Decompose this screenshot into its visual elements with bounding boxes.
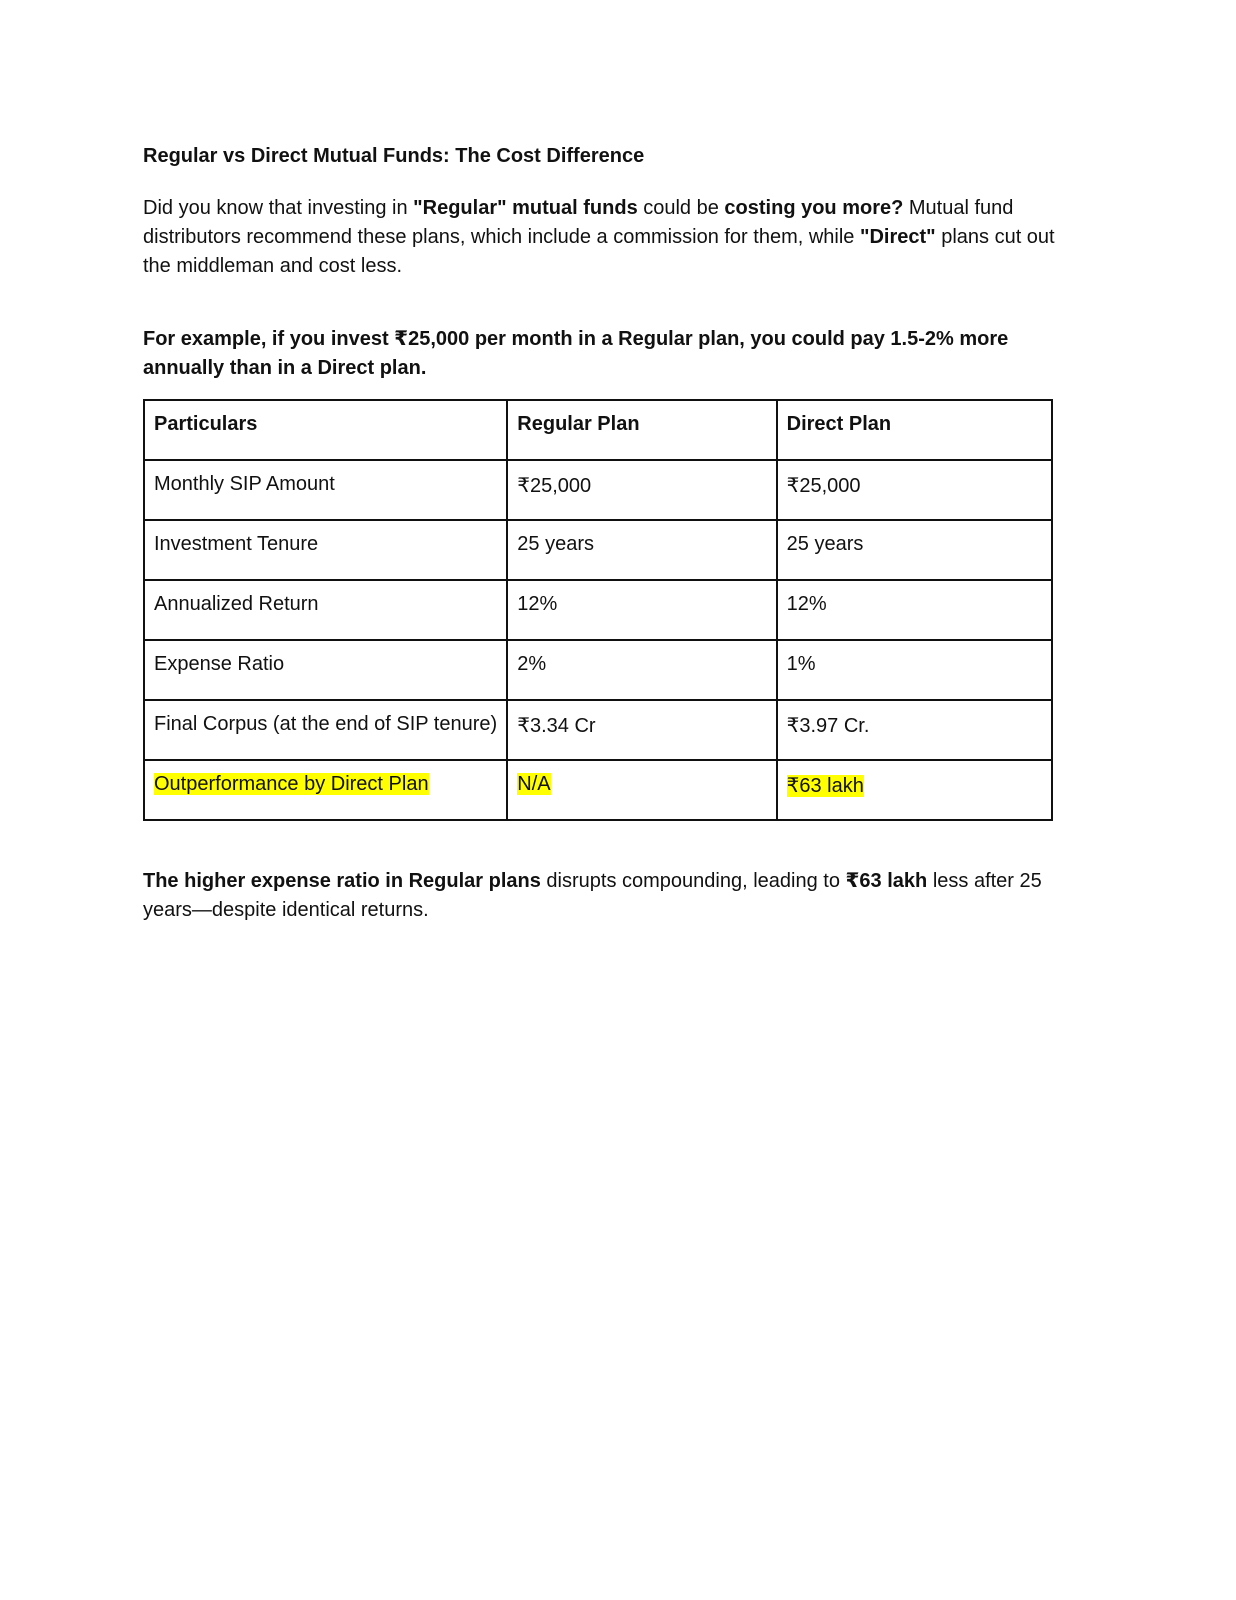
conclusion-text-2: less after 25 years—despite identical returns.	[143, 870, 1042, 921]
highlighted-text: N/A	[517, 773, 551, 795]
table-row	[144, 460, 1052, 520]
direct-value: ₹25,000	[777, 460, 1052, 520]
row-label	[144, 760, 507, 820]
row-label: Monthly SIP Amount	[144, 460, 507, 520]
intro-text-2: could be	[637, 197, 725, 219]
row-label: Final Corpus (at the end of SIP tenure)	[144, 700, 507, 760]
regular-value: 12%	[507, 580, 776, 640]
highlighted-text: ₹63 lakh	[786, 775, 864, 797]
table-header-row	[144, 400, 1052, 460]
conclusion-bold-2: ₹63 lakh	[845, 870, 928, 892]
row-label: Investment Tenure	[144, 520, 507, 580]
intro-paragraph	[143, 194, 1073, 281]
highlighted-text: Outperformance by Direct Plan	[154, 773, 429, 795]
table-row	[144, 700, 1052, 760]
intro-bold-regular: "Regular" mutual funds	[413, 197, 638, 219]
intro-bold-direct: "Direct"	[859, 226, 936, 248]
regular-value: ₹3.34 Cr	[507, 700, 776, 760]
intro-text-3: Mutual fund distributors recommend these plans, which include a commission for them, while	[143, 197, 1014, 248]
row-label: Annualized Return	[144, 580, 507, 640]
conclusion-text-1: disrupts compounding, leading to	[540, 870, 846, 892]
page-title: Regular vs Direct Mutual Funds: The Cost Difference	[143, 145, 645, 167]
regular-value: 2%	[507, 640, 776, 700]
regular-value: 25 years	[507, 520, 776, 580]
header-particulars: Particulars	[144, 400, 507, 460]
direct-value	[777, 760, 1052, 820]
conclusion-bold-1: The higher expense ratio in Regular plans	[143, 870, 541, 892]
direct-value: ₹3.97 Cr.	[777, 700, 1052, 760]
direct-value: 1%	[777, 640, 1052, 700]
intro-text-4: plans cut out the middleman and cost less.	[143, 226, 1055, 277]
header-direct-plan: Direct Plan	[777, 400, 1052, 460]
document-content	[143, 140, 1073, 925]
direct-value: 25 years	[777, 520, 1052, 580]
header-regular-plan: Regular Plan	[507, 400, 776, 460]
direct-value: 12%	[777, 580, 1052, 640]
row-label: Expense Ratio	[144, 640, 507, 700]
intro-bold-costing: costing you more?	[724, 197, 904, 219]
regular-value: ₹25,000	[507, 460, 776, 520]
comparison-table	[143, 399, 1053, 821]
example-paragraph: For example, if you invest ₹25,000 per month in a Regular plan, you could pay 1.5-2% more annually than in a Direct plan.	[143, 328, 1009, 379]
conclusion-paragraph	[143, 867, 1073, 925]
table-row	[144, 580, 1052, 640]
intro-text-1: Did you know that investing in	[143, 197, 414, 219]
table-row-outperformance	[144, 760, 1052, 820]
table-row	[144, 520, 1052, 580]
table-row	[144, 640, 1052, 700]
regular-value	[507, 760, 776, 820]
